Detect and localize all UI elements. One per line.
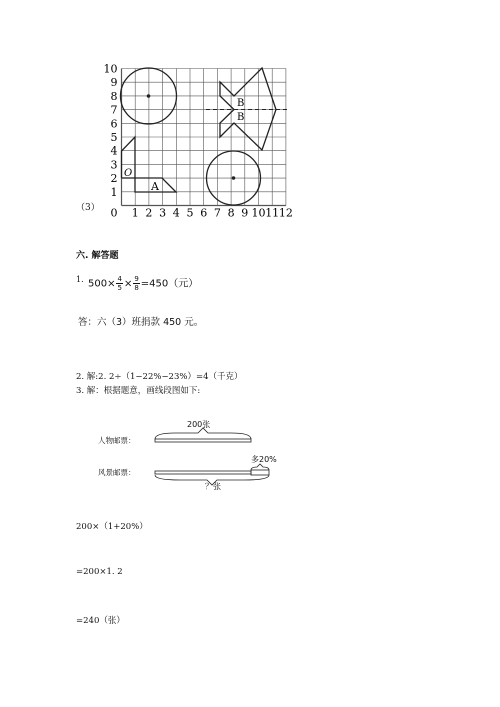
y-tick-label: 4 bbox=[110, 144, 118, 158]
q1-fraction-1 bbox=[116, 275, 122, 292]
q1-answer: 答：六（3）班捐款 450 元。 bbox=[78, 317, 204, 328]
y-tick-label: 9 bbox=[110, 76, 118, 90]
y-tick-label: 8 bbox=[110, 89, 118, 103]
line-segment-diagram bbox=[0, 415, 500, 495]
row2-bar bbox=[155, 471, 251, 474]
grid-figure bbox=[0, 0, 500, 230]
q1-frac2-den: 8 bbox=[134, 284, 139, 292]
q1-fraction-2 bbox=[133, 275, 139, 292]
q1-expression bbox=[88, 275, 198, 294]
q3-intro: 3. 解：根据题意，画线段图如下: bbox=[76, 386, 201, 396]
q2-line: 2. 解:2. 2÷（1−22%−23%）=4（千克） bbox=[76, 372, 243, 382]
row2-extra-bar bbox=[251, 470, 269, 475]
q3-step1: 200×（1+20%） bbox=[76, 522, 148, 532]
q1-pre: 500× bbox=[88, 278, 116, 290]
label-B-lower: B bbox=[237, 112, 245, 123]
q3-step3: =240（张） bbox=[76, 616, 125, 626]
y-tick-label: 5 bbox=[110, 131, 118, 144]
y-tick-label: 10 bbox=[103, 62, 118, 76]
x-tick-label: 9 bbox=[241, 206, 249, 220]
x-tick-label: 3 bbox=[159, 206, 167, 220]
section-title: 六. 解答题 bbox=[76, 251, 119, 261]
x-tick-label: 4 bbox=[172, 206, 180, 220]
x-tick-label: 12 bbox=[278, 206, 293, 220]
segment-diagram-svg bbox=[0, 415, 500, 495]
x-tick-label: 6 bbox=[200, 206, 208, 220]
row1-bar bbox=[155, 439, 251, 442]
row1-label: 人物邮票： bbox=[98, 436, 136, 445]
x-tick-label: 5 bbox=[186, 206, 194, 220]
x-tick-label: 8 bbox=[227, 206, 235, 220]
x-tick-label: 2 bbox=[145, 206, 153, 220]
y-tick-label: 7 bbox=[110, 103, 118, 117]
top-value-label: 200张 bbox=[187, 420, 211, 429]
y-tick-label: 6 bbox=[110, 117, 118, 131]
q1-frac2-num: 9 bbox=[134, 275, 139, 283]
part-label: （3） bbox=[76, 203, 100, 213]
y-tick-label: 1 bbox=[110, 185, 118, 199]
x-tick-label: 1 bbox=[131, 206, 139, 220]
q1-post: =450（元） bbox=[140, 278, 199, 290]
circle-upper-center bbox=[147, 94, 151, 98]
label-B-upper: B bbox=[237, 98, 245, 109]
row2-label: 风景邮票： bbox=[98, 468, 136, 477]
q1-frac1-den: 5 bbox=[117, 284, 122, 292]
extra-label: 多20% bbox=[251, 455, 277, 464]
coordinate-grid bbox=[0, 0, 500, 230]
label-O: O bbox=[124, 168, 133, 179]
grid-lines bbox=[122, 69, 286, 206]
unknown-label: ？张 bbox=[205, 482, 221, 491]
q1-number: 1. bbox=[76, 275, 84, 284]
x-tick-label: 11 bbox=[265, 206, 280, 220]
y-tick-label: 2 bbox=[110, 172, 118, 186]
q3-step2: =200×1. 2 bbox=[76, 567, 123, 577]
x-tick-label: 7 bbox=[213, 206, 221, 220]
x-tick-label: 10 bbox=[251, 206, 266, 220]
y-tick-label: 3 bbox=[110, 158, 118, 172]
circle-lower-center bbox=[232, 176, 236, 180]
q1-times: × bbox=[123, 278, 133, 290]
q1-frac1-num: 4 bbox=[117, 275, 122, 283]
x-tick-label: 0 bbox=[110, 206, 118, 220]
label-A: A bbox=[151, 180, 159, 193]
